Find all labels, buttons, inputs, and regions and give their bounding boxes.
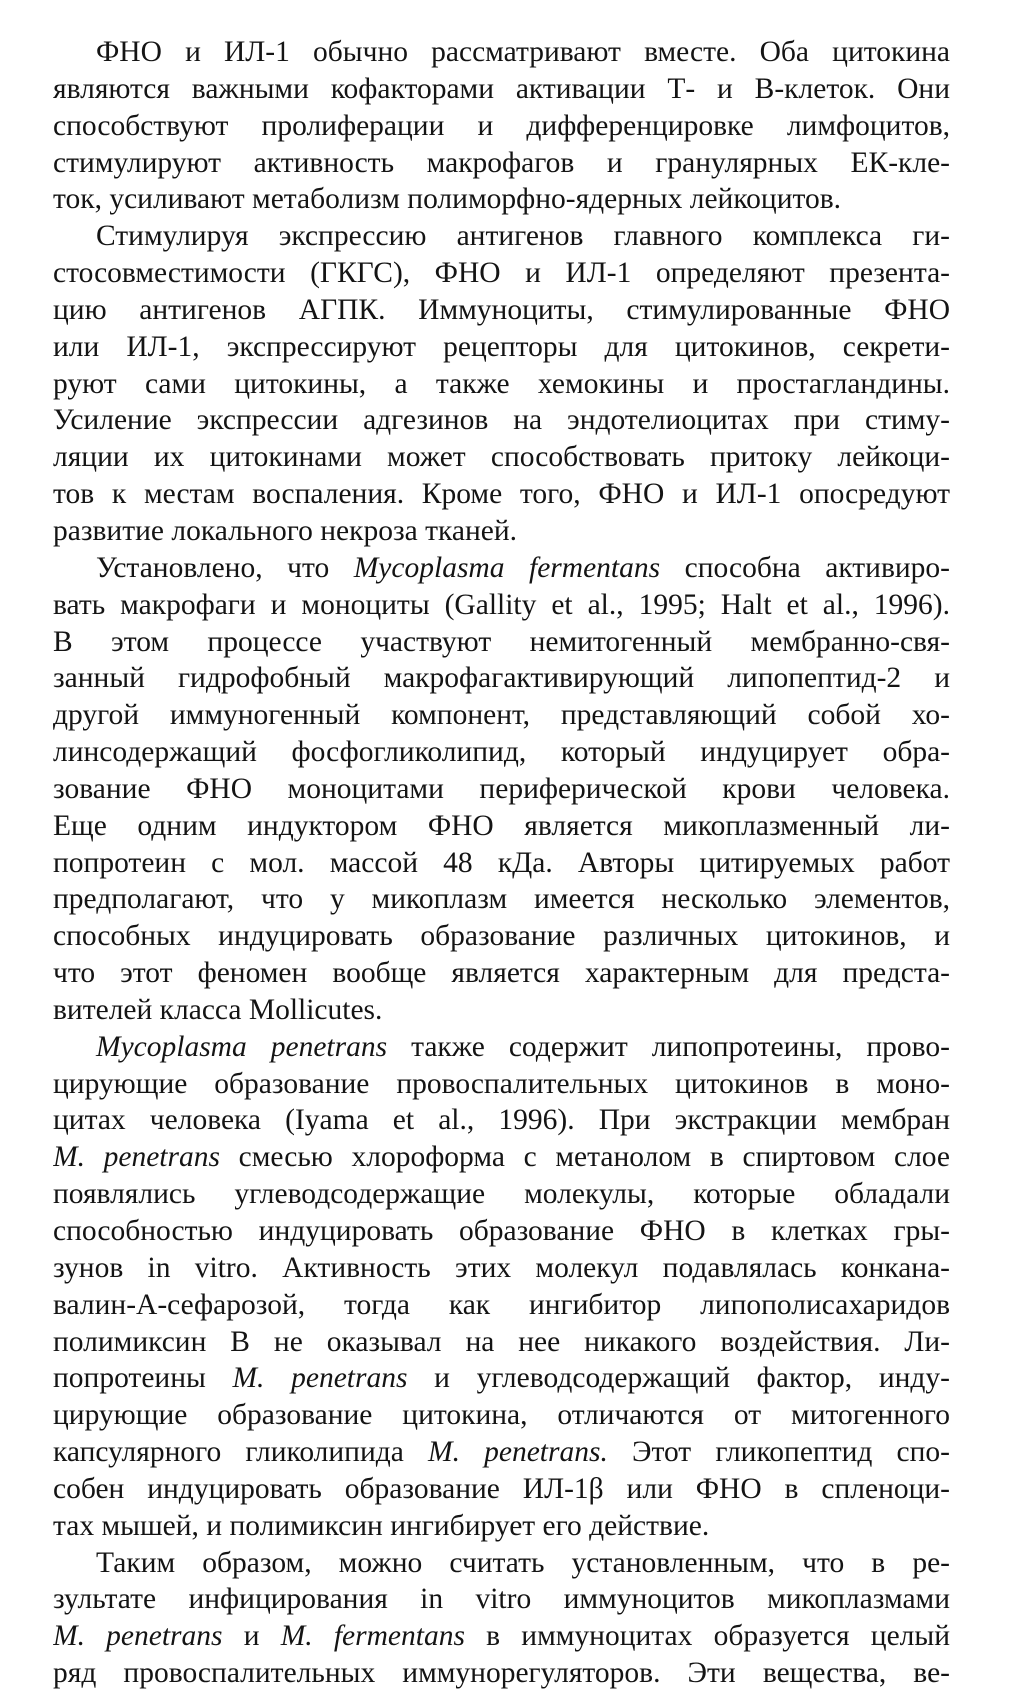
text-segment: и углеводсодержащий фактор, инду- (407, 1362, 950, 1395)
text-line (53, 918, 950, 955)
text-segment: стимулируют активность макрофагов и гранулярных ЕК-кле- (53, 146, 950, 179)
text-segment: вать макрофаги и моноциты (Gallity et al., 1995; Halt et al., 1996). (53, 588, 950, 621)
text-line (53, 1287, 950, 1324)
text-line (53, 1397, 950, 1434)
text-segment: тах мышей, и полимиксин ингибирует его действие. (53, 1509, 710, 1542)
text-segment: развитие локального некроза тканей. (53, 514, 518, 547)
text-line (53, 218, 950, 255)
italic-text: M. fermentans (280, 1620, 465, 1653)
text-segment: цирующие образование провоспалительных цитокинов в моно- (53, 1067, 950, 1100)
text-line (53, 402, 950, 439)
text-segment: Стимулируя экспрессию антигенов главного комплекса ги- (96, 220, 950, 253)
text-segment: ляции их цитокинами может способствовать притоку лейкоци- (53, 441, 950, 474)
text-line (53, 181, 950, 218)
italic-text: Mycoplasma fermentans (353, 551, 661, 584)
text-line (53, 1029, 950, 1066)
paragraph (53, 218, 950, 550)
paragraph (53, 1545, 950, 1692)
text-line (53, 255, 950, 292)
text-segment: Еще одним индуктором ФНО является микоплазменный ли- (53, 809, 950, 842)
text-segment: и (222, 1620, 281, 1653)
text-line (53, 1176, 950, 1213)
text-segment: Таким образом, можно считать установленным, что в ре- (96, 1546, 950, 1579)
text-line (53, 34, 950, 71)
text-line (53, 1139, 950, 1176)
text-segment: что этот феномен вообще является характерным для предста- (53, 957, 950, 990)
text-segment: ФНО и ИЛ-1 обычно рассматривают вместе. Оба цитокина (96, 36, 950, 68)
text-segment: Установлено, что (96, 551, 354, 584)
italic-text: M. penetrans (53, 1620, 223, 1653)
paragraph (53, 1029, 950, 1545)
text-line (53, 1655, 950, 1692)
text-line (53, 992, 950, 1029)
text-segment: стосовместимости (ГКГС), ФНО и ИЛ-1 определяют презента- (53, 257, 950, 290)
text-line (53, 1581, 950, 1618)
paragraph (53, 550, 950, 1029)
text-segment: ток, усиливают метаболизм полиморфно-ядерных лейкоцитов. (53, 183, 842, 216)
text-line (53, 1360, 950, 1397)
text-segment: занный гидрофобный макрофагактивирующий липопептид-2 и (53, 662, 950, 695)
text-segment: также содержит липопротеины, прово- (387, 1030, 950, 1063)
italic-text: M. penetrans (232, 1362, 408, 1395)
text-line (53, 71, 950, 108)
text-line (53, 808, 950, 845)
text-segment: цитах человека (Iyama et al., 1996). При экстракции мембран (53, 1104, 950, 1137)
text-segment: способна активиро- (660, 551, 950, 584)
text-segment: В этом процессе участвуют немитогенный мембранно-свя- (53, 625, 950, 658)
text-segment: тов к местам воспаления. Кроме того, ФНО и ИЛ-1 опосредуют (53, 478, 950, 511)
paragraph (53, 34, 950, 218)
text-line (53, 439, 950, 476)
text-segment: в иммуноцитах образуется целый (464, 1620, 950, 1653)
text-line (53, 366, 950, 403)
text-line (53, 1324, 950, 1361)
text-line (53, 1434, 950, 1471)
text-segment: зультате инфицирования in vitro иммуноцитов микоплазмами (53, 1583, 950, 1616)
text-line (53, 1250, 950, 1287)
text-segment: способностью индуцировать образование ФНО в клетках гры- (53, 1215, 950, 1247)
text-segment: цию антигенов АГПК. Иммуноциты, стимулированные ФНО (53, 293, 950, 326)
text-segment: Усиление экспрессии адгезинов на эндотелиоцитах при стиму- (53, 404, 950, 437)
text-line (53, 1213, 950, 1250)
text-line (53, 108, 950, 145)
text-segment: ряд провоспалительных иммунорегуляторов. Эти вещества, ве- (53, 1657, 950, 1690)
text-line (53, 476, 950, 513)
text-segment: появлялись углеводсодержащие молекулы, которые обладали (53, 1178, 950, 1211)
text-segment: способных индуцировать образование различных цитокинов, и (53, 920, 950, 953)
text-line (53, 145, 950, 182)
text-segment: смесью хлороформа с метанолом в спиртовом слое (219, 1141, 950, 1174)
text-segment: вителей класса Mollicutes. (53, 993, 383, 1026)
text-line (53, 329, 950, 366)
text-segment: или ИЛ-1, экспрессируют рецепторы для цитокинов, секрети- (53, 330, 950, 363)
text-line (53, 955, 950, 992)
text-segment: валин-А-сефарозой, тогда как ингибитор липополисахаридов (53, 1288, 950, 1321)
text-segment: линсодержащий фосфогликолипид, который индуцирует обра- (53, 736, 950, 769)
text-segment: другой иммуногенный компонент, представляющий собой хо- (53, 699, 950, 732)
text-line (53, 292, 950, 329)
text-segment: капсулярного гликолипида (53, 1436, 429, 1469)
text-line (53, 1471, 950, 1508)
body-text (53, 34, 950, 1692)
text-segment: цирующие образование цитокина, отличаются от митогенного (53, 1399, 950, 1432)
text-line (53, 771, 950, 808)
text-segment: зунов in vitro. Активность этих молекул подавлялась конкана- (53, 1251, 950, 1284)
italic-text: M. penetrans. (428, 1436, 608, 1469)
text-segment: полимиксин В не оказывал на нее никакого воздействия. Ли- (53, 1325, 950, 1358)
italic-text: M. penetrans (53, 1141, 220, 1174)
text-line (53, 1102, 950, 1139)
text-segment: способствуют пролиферации и дифференцировке лимфоцитов, (53, 109, 950, 142)
text-line (53, 881, 950, 918)
text-line (53, 587, 950, 624)
text-line (53, 697, 950, 734)
text-segment: попротеин с мол. массой 48 кДа. Авторы цитируемых работ (53, 846, 950, 879)
text-line (53, 1508, 950, 1545)
text-segment: руют сами цитокины, а также хемокины и простагландины. (53, 367, 950, 400)
text-line (53, 1618, 950, 1655)
text-line (53, 734, 950, 771)
text-segment: являются важными кофакторами активации Т- и В-клеток. Они (53, 72, 950, 105)
italic-text: Mycoplasma penetrans (96, 1030, 388, 1063)
text-segment: собен индуцировать образование ИЛ-1β или ФНО в спленоци- (53, 1472, 950, 1505)
text-line (53, 1066, 950, 1103)
text-line (53, 660, 950, 697)
text-line (53, 624, 950, 661)
text-line (53, 550, 950, 587)
text-segment: попротеины (53, 1362, 233, 1395)
text-segment: Этот гликопептид спо- (607, 1436, 950, 1469)
text-line (53, 845, 950, 882)
text-segment: зование ФНО моноцитами периферической крови человека. (53, 772, 950, 805)
text-segment: предполагают, что у микоплазм имеется несколько элементов, (53, 883, 950, 916)
text-line (53, 1545, 950, 1582)
text-line (53, 513, 950, 550)
